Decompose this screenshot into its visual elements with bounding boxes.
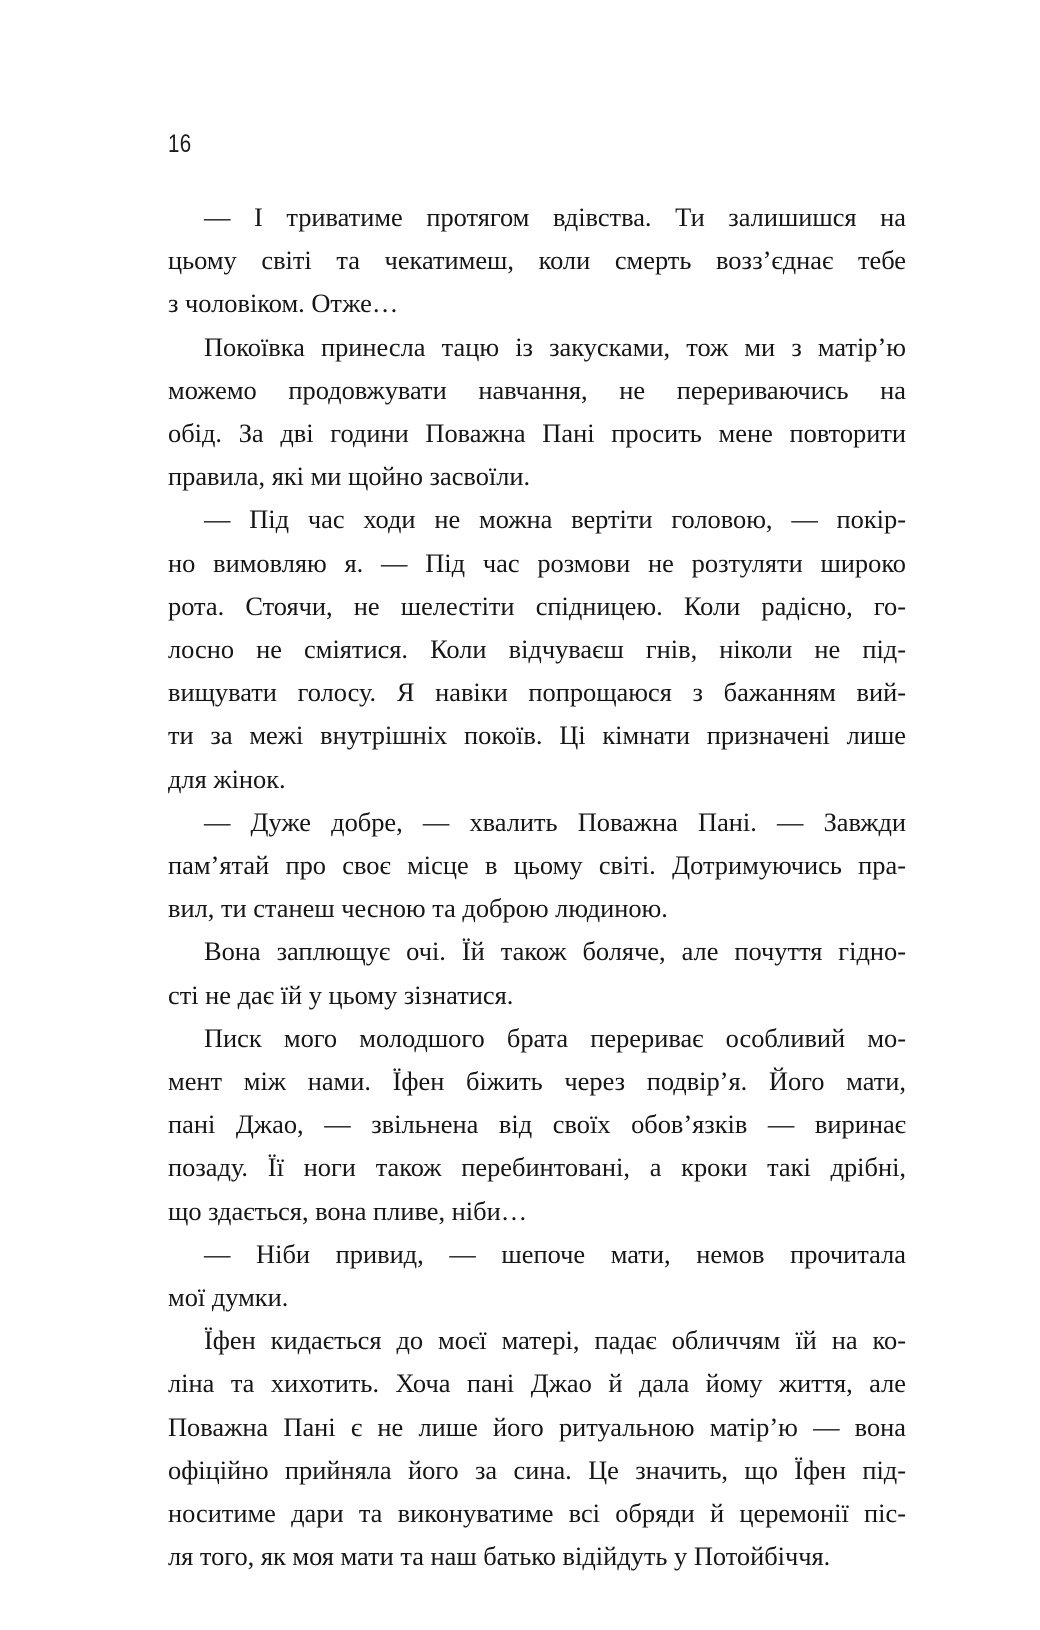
text-line: що здається, вона пливе, ніби… bbox=[168, 1195, 528, 1226]
text-line: позаду. Її ноги також перебинтовані, а кроки такі дрібні, bbox=[168, 1152, 906, 1183]
text-line: Поважна Пані є не лише його ритуальною матір’ю — вона bbox=[168, 1411, 906, 1442]
text-line: — І триватиме протягом вдівства. Ти залишишся на bbox=[204, 202, 906, 232]
text-line: обід. За дві години Поважна Пані просить мене повторити bbox=[168, 418, 906, 449]
text-line: цьому світі та чекатимеш, коли смерть возз’єднає тебе bbox=[168, 245, 906, 276]
paragraph-yifen-rushes bbox=[168, 1319, 906, 1578]
body-text-block bbox=[168, 196, 906, 1579]
text-line: офіційно прийняла його за сина. Це значить, що Їфен під- bbox=[168, 1454, 906, 1485]
paragraph-maid-tray bbox=[168, 326, 906, 499]
text-line: вил, ти станеш чесною та доброю людиною. bbox=[168, 893, 668, 924]
text-line: носитиме дари та виконуватиме всі обряди й церемонії піс- bbox=[168, 1498, 906, 1529]
text-line: можемо продовжувати навчання, не перериваючись на bbox=[168, 374, 906, 405]
text-line: ля того, як моя мати та наш батько відійдуть у Потойбіччя. bbox=[168, 1541, 831, 1572]
page-number: 16 bbox=[168, 130, 192, 158]
text-line: лосно не сміятися. Коли відчуваєш гнів, ніколи не під- bbox=[168, 634, 906, 665]
paragraph-she-closes-eyes bbox=[168, 930, 906, 1016]
paragraph-praise-from-lady bbox=[168, 801, 906, 931]
text-line: — Дуже добре, — хвалить Поважна Пані. — Завжди bbox=[204, 806, 906, 837]
text-line: пані Джао, — звільнена від своїх обов’язків — виринає bbox=[168, 1109, 906, 1140]
text-line: вищувати голосу. Я навіки попрощаюся з бажанням вий- bbox=[168, 677, 906, 708]
text-line: ліна та хихотить. Хоча пані Джао й дала йому життя, але bbox=[168, 1368, 906, 1399]
paragraph-dialogue-widowhood bbox=[168, 196, 906, 326]
text-line: рота. Стоячи, не шелестіти спідницею. Коли радісно, го- bbox=[168, 590, 906, 621]
text-line: з чоловіком. Отже… bbox=[168, 288, 399, 319]
text-line: пам’ятай про своє місце в цьому світі. Дотримуючись пра- bbox=[168, 850, 906, 881]
text-line: Писк мого молодшого брата перериває особливий мо- bbox=[204, 1022, 906, 1053]
text-line: ти за межі внутрішніх покоїв. Ці кімнати призначені лише bbox=[168, 720, 906, 751]
text-line: — Під час ходи не можна вертіти головою, — покір- bbox=[204, 504, 906, 535]
text-line: Вона заплющує очі. Їй також боляче, але почуття гідно- bbox=[204, 936, 906, 967]
paragraph-rules-recitation bbox=[168, 498, 906, 800]
text-line: правила, які ми щойно засвоїли. bbox=[168, 461, 531, 492]
text-line: Покоївка принесла тацю із закусками, тож ми з матір’ю bbox=[204, 331, 906, 362]
text-line: — Ніби привид, — шепоче мати, немов прочитала bbox=[204, 1238, 906, 1269]
paragraph-like-a-ghost bbox=[168, 1233, 906, 1319]
text-line: мент між нами. Їфен біжить через подвір’я. Його мати, bbox=[168, 1066, 906, 1097]
text-line: Їфен кидається до моєї матері, падає обличчям їй на ко- bbox=[204, 1325, 906, 1356]
paragraph-younger-brother bbox=[168, 1017, 906, 1233]
text-line: мої думки. bbox=[168, 1282, 289, 1313]
text-line: но вимовляю я. — Під час розмови не розтуляти широко bbox=[168, 547, 906, 578]
text-line: сті не дає їй у цьому зізнатися. bbox=[168, 979, 514, 1010]
text-line: для жінок. bbox=[168, 763, 286, 794]
